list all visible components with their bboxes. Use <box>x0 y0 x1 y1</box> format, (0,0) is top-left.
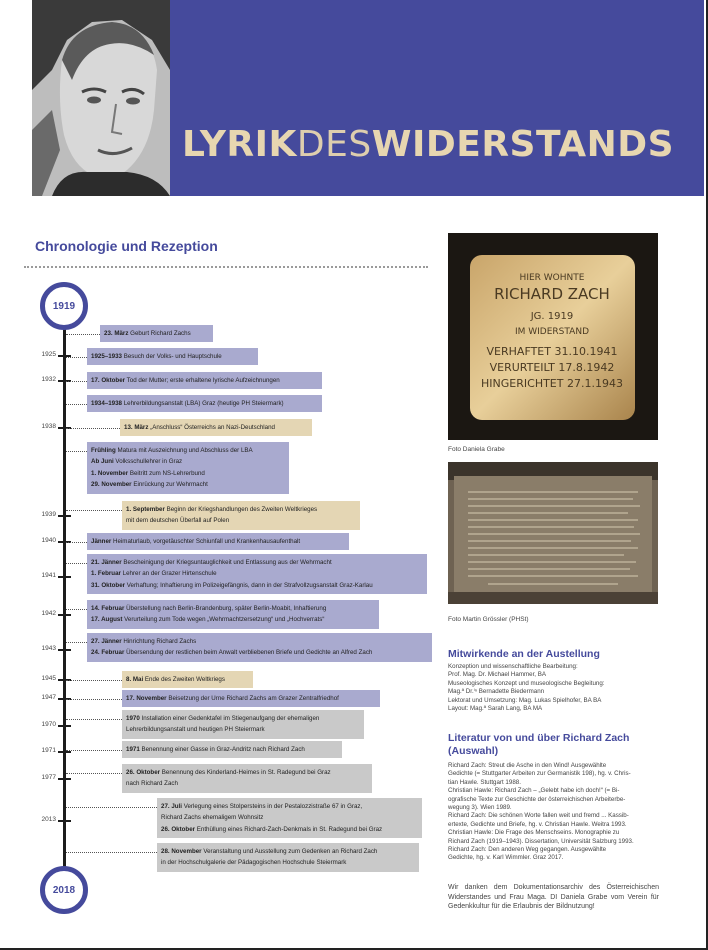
year-tick <box>58 751 71 753</box>
entry-line <box>91 398 318 409</box>
text-line: Gedichte (= Stuttgarter Arbeiten zur Germanistik 198), hg. v. Chris- <box>448 770 631 778</box>
entry-text: Besuch der Volks- und Hauptschule <box>121 353 222 360</box>
year-label: 1970 <box>41 721 56 728</box>
entry-connector <box>66 510 122 511</box>
stolperstein-line: RICHARD ZACH <box>494 285 610 303</box>
year-tick <box>58 515 71 517</box>
stolperstein-photo <box>448 233 658 440</box>
entry-text: Installation einer Gedenktafel im Stiegenaufgang der ehemaligen <box>139 715 320 722</box>
entry-text: Lehrer an der Grazer Hirtenschule <box>120 570 217 578</box>
entry-date: 1971 <box>126 746 140 753</box>
entry-date: 17. Oktober <box>91 377 126 384</box>
entry-date: 1. November <box>91 469 129 477</box>
year-label: 1940 <box>41 537 56 544</box>
dotted-divider <box>24 266 428 268</box>
header-banner <box>32 0 704 196</box>
year-label: 1925 <box>41 351 56 358</box>
entry-date: 1925–1933 <box>91 353 122 360</box>
timeline-entry <box>122 764 372 793</box>
entry-line <box>91 568 423 579</box>
year-label: 1947 <box>41 694 56 701</box>
timeline-entry <box>87 442 289 494</box>
stolperstein-line: JG. 1919 <box>530 311 574 322</box>
literatur-list <box>448 762 659 863</box>
entry-text: Einrückung zur Wehrmacht <box>131 481 208 489</box>
entry-text: Lehrerbildungsanstalt (LBA) Graz (heutige PH Steiermark) <box>121 400 284 407</box>
entry-date: 23. März <box>104 330 129 337</box>
entry-connector <box>66 542 87 543</box>
stolperstein-line: IM WIDERSTAND <box>514 327 590 337</box>
year-label: 1943 <box>41 645 56 652</box>
entry-text: Verlegung eines Stolpersteins in der Pestalozzistraße 67 in Graz, <box>181 803 363 810</box>
entry-text: Beginn der Kriegshandlungen des Zweiten Weltkrieges <box>164 506 318 513</box>
text-line: Layout: Mag.ª Sarah Lang, BA MA <box>448 705 543 713</box>
section-title: Chronologie und Rezeption <box>35 238 218 254</box>
entry-line <box>126 693 376 704</box>
entry-line <box>126 744 338 755</box>
text-line: Richard Zach: Streut die Asche in den Wind! Ausgewählte <box>448 762 607 769</box>
entry-date: 29. November <box>91 481 132 489</box>
entry-text: Verurteilung zum Tode wegen „Wehrmachtzersetzung“ und „Hochverrats“ <box>122 616 325 624</box>
stolperstein-line: HIER WOHNTE <box>519 273 585 283</box>
text-line: Gedichte, hg. v. Karl Wimmler. Graz 2017. <box>448 854 564 862</box>
title-part-lyrik: LYRIK <box>182 124 297 165</box>
stolperstein-line: VERURTEILT 17.8.1942 <box>489 361 615 374</box>
entry-text: Bescheinigung der Kriegsuntauglichkeit und Entlassung aus der Wehrmacht <box>121 559 332 566</box>
entry-line <box>91 375 318 386</box>
year-label: 1938 <box>41 423 56 430</box>
photo1-caption: Foto Daniela Grabe <box>448 446 505 453</box>
timeline-axis <box>63 318 66 868</box>
year-label: 2013 <box>41 816 56 823</box>
text-line: Richard Zach (1919–1943). Dissertation, Universität Salzburg 1993. <box>448 837 634 845</box>
timeline-entry <box>122 710 364 739</box>
text-line: ertexte, Gedichte und Briefe, hg. v. Christian Hawle. Weitra 1993. <box>448 820 627 828</box>
text-line: Lektorat und Umsetzung: Mag. Lukas Spielhofer, BA BA <box>448 696 602 704</box>
entry-line <box>91 479 285 490</box>
year-tick <box>58 576 71 578</box>
timeline-entry <box>157 843 419 872</box>
stolperstein-line: VERHAFTET 31.10.1941 <box>486 345 618 358</box>
entry-text: Beisetzung der Urne Richard Zachs am Grazer Zentralfriedhof <box>166 695 339 702</box>
entry-line <box>126 724 360 735</box>
entry-line <box>161 846 415 857</box>
entry-connector <box>66 609 87 610</box>
year-label: 1945 <box>41 675 56 682</box>
entry-text: Überstellung nach Berlin-Brandenburg, später Berlin-Moabit, Inhaftierung <box>124 605 327 612</box>
timeline-entry <box>87 348 258 365</box>
entry-connector <box>66 428 120 429</box>
text-line: wegung 3). Wien 1989. <box>448 804 512 812</box>
text-line: Christian Hawle: Richard Zach – „Gelebt habe ich doch!“ (= Bi- <box>448 787 620 795</box>
text-line: tian Hawle. Stuttgart 1988. <box>448 778 521 786</box>
year-label: 1939 <box>41 511 56 518</box>
title-part-des: DES <box>296 124 372 165</box>
year-label: 1942 <box>41 610 56 617</box>
entry-text: Veranstaltung und Ausstellung zum Gedenken an Richard Zach <box>201 848 378 855</box>
entry-line <box>91 603 375 614</box>
year-tick <box>58 778 71 780</box>
entry-date: 1. September <box>126 506 165 513</box>
entry-date: 1. Februar <box>91 570 121 578</box>
entry-line <box>126 767 368 778</box>
entry-line <box>126 515 356 526</box>
timeline-entry <box>120 419 312 436</box>
timeline-entry <box>122 501 360 530</box>
entry-connector <box>66 451 87 452</box>
entry-line <box>126 674 249 685</box>
entry-line <box>91 536 345 547</box>
entry-text: Lehrerbildungsanstalt und heutigen PH Steiermark <box>126 726 265 734</box>
entry-connector <box>66 750 122 751</box>
end-year-label: 2018 <box>52 884 76 896</box>
entry-date: 26. Oktober <box>126 769 161 776</box>
text-line: Konzeption und wissenschaftliche Bearbeitung: <box>448 663 578 670</box>
portrait-illustration <box>32 0 170 196</box>
entry-connector <box>66 642 87 643</box>
entry-date: Ab Juni <box>91 458 114 466</box>
timeline-entry <box>87 533 349 550</box>
entry-text: Benennung des Kinderland-Heimes in St. Radegund bei Graz <box>160 769 331 776</box>
entry-date: 14. Februar <box>91 605 125 612</box>
entry-text: Hinrichtung Richard Zachs <box>121 638 197 645</box>
entry-text: in der Hochschulgalerie der Pädagogischen Hochschule Steiermark <box>161 859 347 867</box>
text-line: Christian Hawle: Die Frage des Menschseins. Monographie zu <box>448 829 620 837</box>
text-line: Richard Zach: Den anderen Weg gegangen. Ausgewählte <box>448 846 607 854</box>
entry-line <box>161 812 418 823</box>
entry-connector <box>66 357 87 358</box>
entry-text: Beitritt zum NS-Lehrerbund <box>128 469 205 477</box>
year-tick <box>58 614 71 616</box>
entry-text: Tod der Mutter; erste erhaltene lyrische Aufzeichnungen <box>125 377 280 384</box>
year-label: 1932 <box>41 376 56 383</box>
entry-connector <box>66 699 122 700</box>
entry-date: 27. Jänner <box>91 638 122 645</box>
title-part-widerstands: WIDERSTANDS <box>371 124 675 165</box>
entry-date: 26. Oktober <box>161 825 196 833</box>
start-year-label: 1919 <box>52 300 76 312</box>
timeline-entry <box>87 600 379 629</box>
entry-connector <box>66 773 122 774</box>
photo2-caption: Foto Martin Grössler (PHSt) <box>448 616 529 623</box>
exhibition-title <box>182 124 674 165</box>
entry-date: 24. Februar <box>91 649 125 657</box>
entry-text: nach Richard Zach <box>126 780 178 788</box>
entry-line <box>91 557 423 568</box>
timeline-entry <box>87 372 322 389</box>
entry-line <box>91 614 375 625</box>
entry-text: Ende des Zweiten Weltkriegs <box>143 676 225 683</box>
entry-line <box>124 422 308 433</box>
year-label: 1971 <box>41 747 56 754</box>
entry-line <box>91 636 428 647</box>
entry-line <box>91 468 285 479</box>
entry-date: 28. November <box>161 848 202 855</box>
entry-text: Volksschullehrer in Graz <box>113 458 183 466</box>
entry-connector <box>66 334 100 335</box>
entry-text: „Anschluss“ Österreichs an Nazi-Deutschland <box>148 424 275 431</box>
entry-text: Benennung einer Gasse in Graz-Andritz nach Richard Zach <box>139 746 305 753</box>
entry-date: 31. Oktober <box>91 581 126 589</box>
entry-line <box>91 445 285 456</box>
literatur-heading-line1: Literatur von und über Richard Zach <box>448 732 630 744</box>
memorial-image <box>448 462 658 604</box>
timeline-entry <box>100 325 213 342</box>
entry-line <box>91 647 428 658</box>
entry-text: Übersendung der restlichen beim Anwalt verbliebenen Briefe und Gedichte an Alfred Zach <box>124 649 373 657</box>
entry-date: 8. Mai <box>126 676 144 683</box>
entry-line <box>161 824 418 835</box>
entry-connector <box>66 404 87 405</box>
entry-connector <box>66 381 87 382</box>
entry-line <box>126 713 360 724</box>
entry-connector <box>66 807 157 808</box>
entry-date: 13. März <box>124 424 149 431</box>
entry-line <box>91 580 423 591</box>
entry-date: Frühling <box>91 447 116 454</box>
entry-line <box>91 456 285 467</box>
entry-line <box>126 778 368 789</box>
year-tick <box>58 649 71 651</box>
entry-connector <box>66 563 87 564</box>
year-tick <box>58 820 71 822</box>
timeline-entry <box>122 671 253 688</box>
thanks-note: Wir danken dem Dokumentationsarchiv des Österreichischen Widerstandes und Frau Maga. DI Daniela Grabe vom Verein für Gedenkkultur für die Erlaubnis der Bildnutzung! <box>448 884 659 910</box>
entry-line <box>104 328 209 339</box>
timeline-entry <box>122 741 342 758</box>
entry-line <box>126 504 356 515</box>
entry-text: mit dem deutschen Überfall auf Polen <box>126 517 230 525</box>
text-line: Richard Zach: Die schönen Worte fallen weit und fremd ... Kassib- <box>448 812 629 820</box>
mitwirkende-heading: Mitwirkende an der Austellung <box>448 648 600 660</box>
entry-date: 27. Juli <box>161 803 182 810</box>
entry-connector <box>66 680 122 681</box>
year-tick <box>58 725 71 727</box>
entry-date: 1970 <box>126 715 140 722</box>
text-line: Mag.ª Dr.ⁱⁿ Bernadette Biedermann <box>448 688 545 696</box>
entry-connector <box>66 852 157 853</box>
entry-text: Heimaturlaub, vorgetäuschter Schiunfall und Krankenhausaufenthalt <box>111 538 301 545</box>
entry-date: 17. November <box>126 695 167 702</box>
year-label: 1941 <box>41 572 56 579</box>
timeline-entry <box>87 395 322 412</box>
stolperstein-image <box>448 233 658 440</box>
literatur-heading-line2: (Auswahl) <box>448 745 499 757</box>
timeline-entry <box>87 633 432 662</box>
entry-line <box>161 857 415 868</box>
entry-line <box>91 351 254 362</box>
entry-connector <box>66 719 122 720</box>
stolperstein-line: HINGERICHTET 27.1.1943 <box>481 377 623 390</box>
timeline-entry <box>122 690 380 707</box>
entry-line <box>161 801 418 812</box>
mitwirkende-list <box>448 663 659 713</box>
timeline-entry <box>157 798 422 838</box>
start-year-circle <box>40 282 88 330</box>
text-line: ografische Texte zur Geschichte der österreichischen Arbeiterbe- <box>448 795 626 803</box>
entry-date: 17. August <box>91 616 123 624</box>
text-line: Prof. Mag. Dr. Michael Hammer, BA <box>448 671 546 679</box>
memorial-photo <box>448 462 658 604</box>
entry-date: Jänner <box>91 538 112 545</box>
entry-text: Verhaftung; Inhaftierung im Polizeigefängnis, dann in der Strafvollzugsanstalt Graz-Karlau <box>125 581 373 589</box>
end-year-circle <box>40 866 88 914</box>
entry-date: 1934–1938 <box>91 400 122 407</box>
entry-text: Enthüllung eines Richard-Zach-Denkmals in St. Radegund bei Graz <box>195 825 383 833</box>
text-line: Museologisches Konzept und museologische Begleitung: <box>448 679 605 687</box>
entry-text: Richard Zachs ehemaligem Wohnsitz <box>161 814 264 822</box>
year-label: 1977 <box>41 774 56 781</box>
entry-text: Geburt Richard Zachs <box>128 330 191 337</box>
timeline-entry <box>87 554 427 594</box>
entry-text: Matura mit Auszeichnung und Abschluss der LBA <box>115 447 253 454</box>
entry-date: 21. Jänner <box>91 559 122 566</box>
